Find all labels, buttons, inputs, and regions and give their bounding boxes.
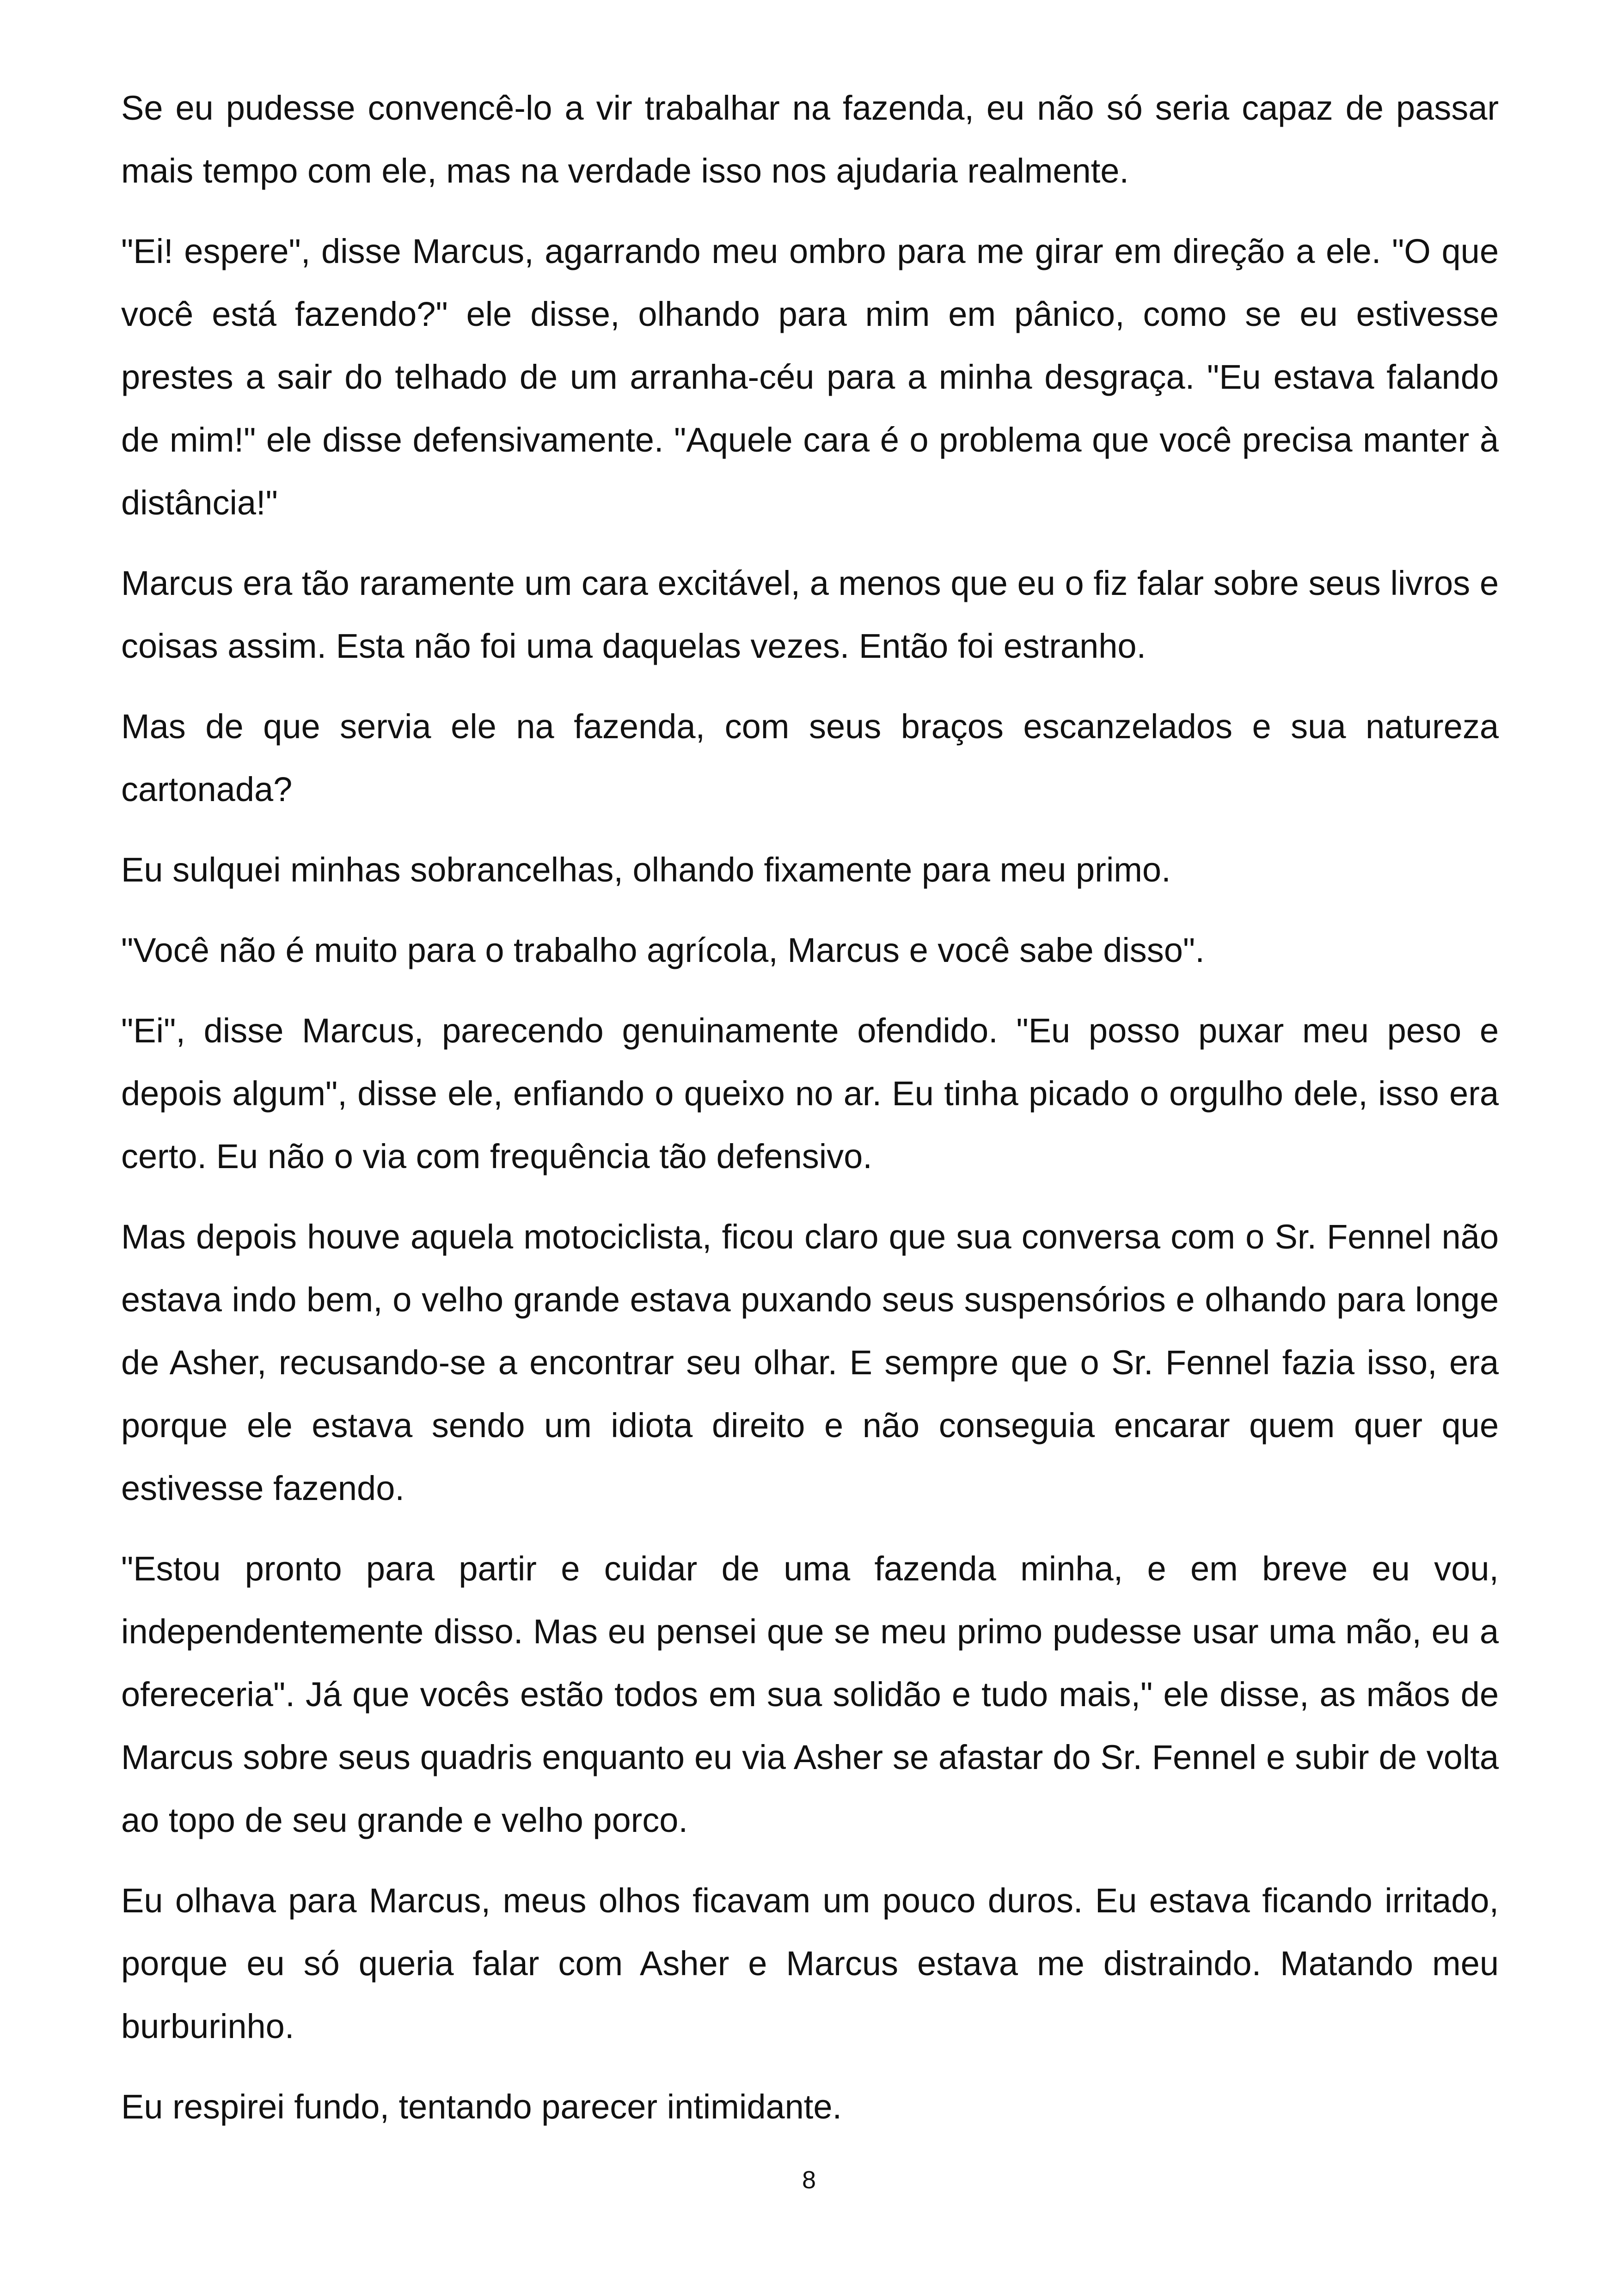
- paragraph: "Estou pronto para partir e cuidar de uma fazenda minha, e em breve eu vou, independentemente disso. Mas eu pensei que se meu primo pudesse usar uma mão, eu a ofereceria". Já que vocês estão todos em sua solidão e tudo mais," ele disse, as mãos de Marcus sobre seus quadris enquanto eu via Asher se afastar do Sr. Fennel e subir de volta ao topo de seu grande e velho porco.: [121, 1549, 1499, 1839]
- page-number: 8: [802, 2166, 816, 2194]
- paragraph: "Você não é muito para o trabalho agrícola, Marcus e você sabe disso".: [121, 931, 1205, 969]
- paragraph: Eu respirei fundo, tentando parecer intimidante.: [121, 2088, 842, 2126]
- paragraph: "Ei", disse Marcus, parecendo genuinamente ofendido. "Eu posso puxar meu peso e depois algum", disse ele, enfiando o queixo no ar. Eu tinha picado o orgulho dele, isso era certo. Eu não o via com frequência tão defensivo.: [121, 1011, 1499, 1176]
- body-text: [121, 77, 1499, 2156]
- paragraph: "Ei! espere", disse Marcus, agarrando meu ombro para me girar em direção a ele. "O que você está fazendo?" ele disse, olhando para mim em pânico, como se eu estivesse prestes a sair do telhado de um arranha-céu para a minha desgraça. "Eu estava falando de mim!" ele disse defensivamente. "Aquele cara é o problema que você precisa manter à distância!": [121, 232, 1499, 522]
- paragraph: Mas de que servia ele na fazenda, com seus braços escanzelados e sua natureza cartonada?: [121, 707, 1499, 808]
- paragraph: Se eu pudesse convencê-lo a vir trabalhar na fazenda, eu não só seria capaz de passar mais tempo com ele, mas na verdade isso nos ajudaria realmente.: [121, 89, 1499, 190]
- paragraph: Mas depois houve aquela motociclista, ficou claro que sua conversa com o Sr. Fennel não estava indo bem, o velho grande estava puxando seus suspensórios e olhando para longe de Asher, recusando-se a encontrar seu olhar. E sempre que o Sr. Fennel fazia isso, era porque ele estava sendo um idiota direito e não conseguia encarar quem quer que estivesse fazendo.: [121, 1218, 1499, 1507]
- paragraph: Eu sulquei minhas sobrancelhas, olhando fixamente para meu primo.: [121, 851, 1171, 889]
- paragraph: Eu olhava para Marcus, meus olhos ficavam um pouco duros. Eu estava ficando irritado, porque eu só queria falar com Asher e Marcus estava me distraindo. Matando meu burburinho.: [121, 1881, 1499, 2045]
- paragraph: Marcus era tão raramente um cara excitável, a menos que eu o fiz falar sobre seus livros e coisas assim. Esta não foi uma daquelas vezes. Então foi estranho.: [121, 564, 1499, 665]
